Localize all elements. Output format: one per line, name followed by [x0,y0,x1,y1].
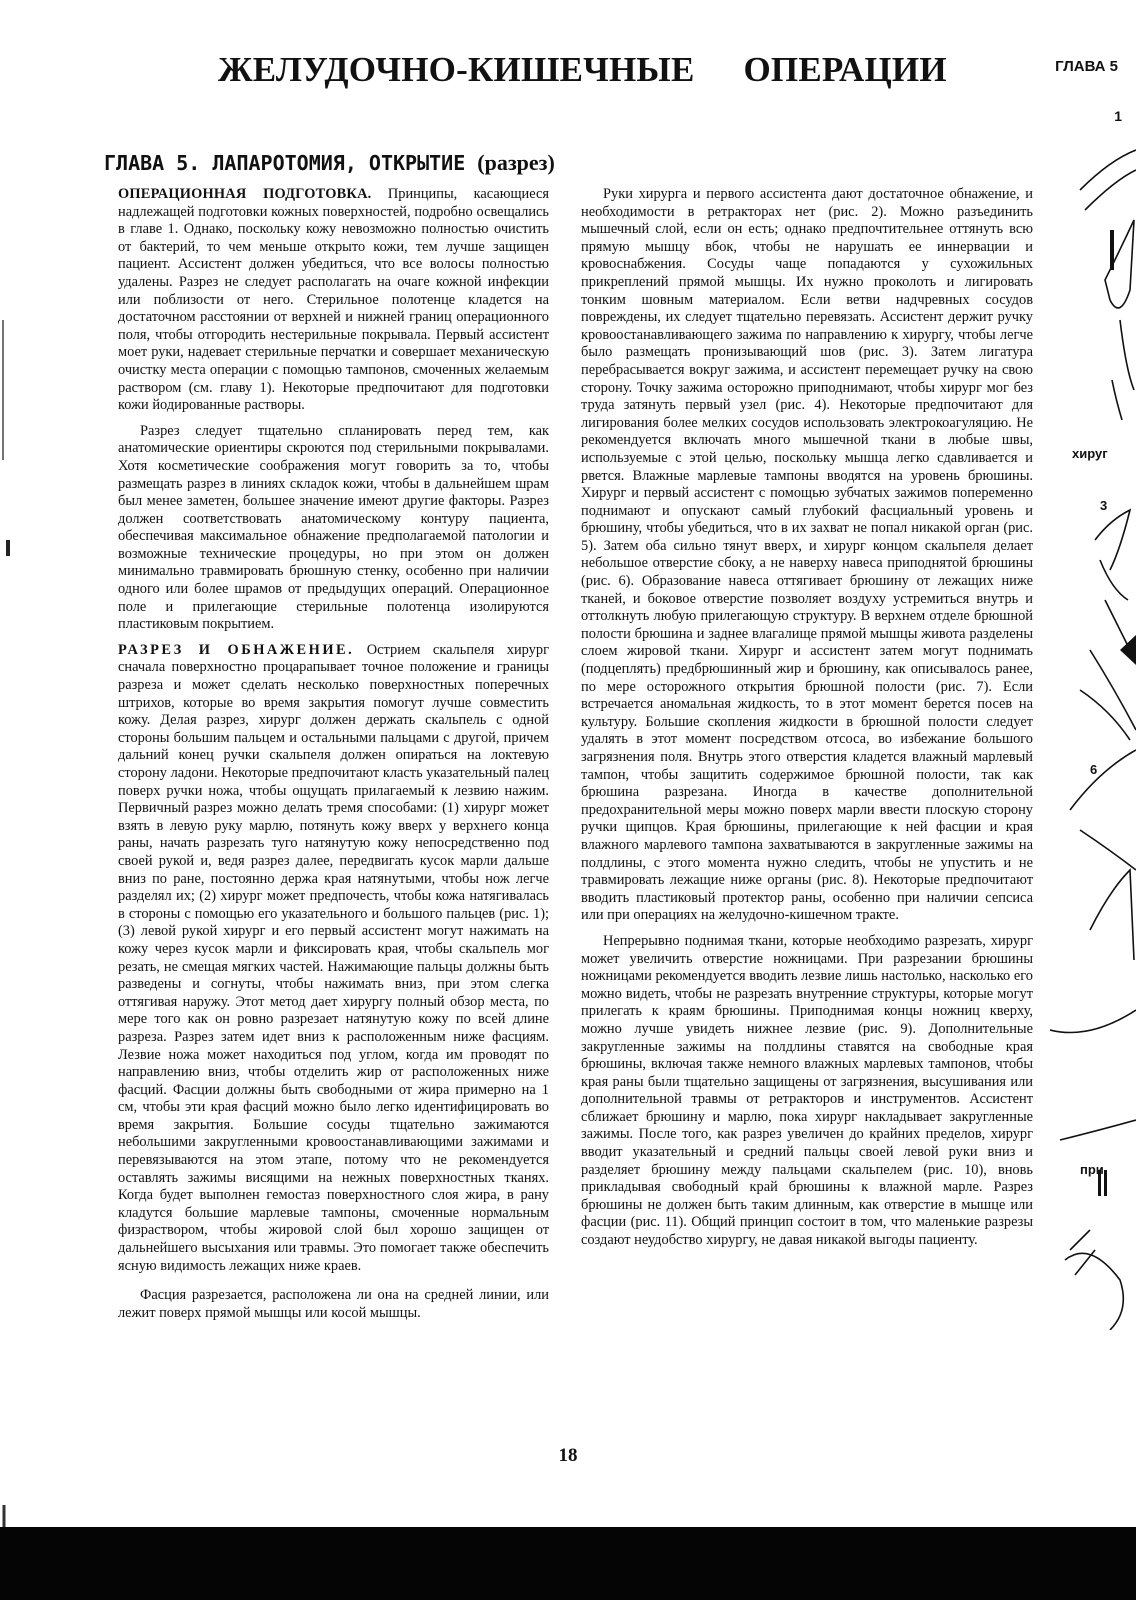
margin-figure-number-6: 6 [1090,762,1098,777]
paragraph-incision [118,642,549,1275]
left-column [118,186,549,1322]
chapter-heading-text: ГЛАВА 5. ЛАПАРОТОМИЯ, ОТКРЫТИЕ [104,151,466,175]
paragraph-text: Острием скальпеля хирург сначала поверхностно процарапывает точное положение и границы разреза и может сделать несколько поверхностных поперечных штрихов, которые во время закрытия помогут лучше совместить кожу. Делая разрез, хирург должен держать скальпель с одной стороны большим пальцем и остальными пальцами с другой, причем дальний конец ручки скальпеля должен опираться на локтевую сторону ладони. Некоторые предпочитают класть указательный палец поверх ручки ножа, чтобы ощущать прилагаемый к лезвию нажим. Первичный разрез можно делать тремя способами: (1) хирург может взять в левую руку марлю, потянуть кожу вверх у верхнего конца раны, начать разрезать туго натянутую кожу непосредственно под своей рукой и, ведя разрез далее, передвигать кусок марли дальше вниз по ране, постоянно держа края натянутыми, чтобы нож легче разделял их; (2) хирург может предпочесть, чтобы кожа натягивалась в стороны с помощью его указательного и большого пальцев (рис. 1); (3) левой рукой хирург и его первый ассистент могут нажимать на кожу через кусок марли и фиксировать края, чтобы скальпель мог резать, не смещая мягких частей. Нажимающие пальцы должны быть разведены и согнуты, чтобы нажимать вниз, при этом слегка оттягивая наружу. Этот метод дает хирургу полный обзор места, по мере того как он ровно разрезает натянутую кожу по всей длине разреза. Разрез затем идет вниз к расположенным ниже фасциям. Лезвие ножа может находиться под углом, когда им проводят по направлению вниз, чтобы отделить жир от расположенных ниже фасций. Фасции должны быть свободными от жира примерно на 1 см, чтобы эти края фасций можно было легко идентифицировать во время закрытия. Большие сосуды тщательно зажимаются небольшими закругленными кровоостанавливающими зажимами и перевязываются на этом этапе, потому что не рекомендуется оставлять зажимы висящими на нежных поверхностных тканях. Когда будет выполнен гемостаз поверхностного слоя жира, в рану кладутся большие марлевые тампоны, смоченные нормальным физраствором, чтобы жировой слой был хорошо защищен от дальнейшего высыхания или травмы. Это помогает также обеспечить ясную видимость лежащих ниже краев. [118,641,549,1274]
section-lead-preparation: ОПЕРАЦИОННАЯ ПОДГОТОВКА. [118,186,372,202]
side-figure-number: 1 [1114,108,1122,124]
paragraph-planning: Разрез следует тщательно спланировать перед тем, как анатомические ориентиры скроются под стерильными покрывалами. Хотя косметические соображения могут говорить за то, чтобы размещать разрез в линиях складок кожи, чтобы в дальнейшем шрам был менее заметен, большее значение имеют другие факторы. Разрез должен соответствовать анатомическому контуру пациента, обеспечивая максимальное обнажение предполагаемой патологии и возможные технические процедуры, но при этом он должен минимально травмировать брюшную стенку, особенно при наличии одного или более шрамов от предыдущих операций. Операционное поле и прилегающие стерильные полотенца изолируются пластиковым покрытием. [118,422,549,633]
paragraph-preparation [118,186,549,415]
scan-edge-artifact [0,0,14,1600]
margin-label-surgeon: хируг [1072,446,1108,461]
running-title: ЖЕЛУДОЧНО-КИШЕЧНЫЕ ОПЕРАЦИИ [218,50,947,89]
right-column [581,186,1033,1250]
page-number: 18 [558,1445,578,1466]
margin-label-with: при [1080,1162,1104,1177]
chapter-tag: ГЛАВА 5 [1055,58,1118,75]
figure-margin-illustrations [1050,130,1136,1330]
section-lead-incision: РАЗРЕЗ И ОБНАЖЕНИЕ. [118,641,355,658]
chapter-heading [104,150,555,176]
paragraph-fascia: Фасция разрезается, расположена ли она на средней линии, или лежит поверх прямой мышцы или косой мышцы. [118,1287,549,1321]
paragraph-exposure: Руки хирурга и первого ассистента дают достаточное обнажение, и необходимости в ретракторах нет (рис. 2). Можно разъединить мышечный слой, если он есть; однако предпочтительнее оттянуть всю прямую мышцу вбок, чтобы не нарушать ее иннервации и кровоснабжения. Сосуды чаще попадаются у сухожильных прикреплений прямой мышцы. Их нужно проколоть и лигировать тонким шовным материалом. Если ветви надчревных сосудов повреждены, их следует тщательно перевязать. Ассистент держит ручку кровоостанавливающего зажима по направлению к хирургу, чтобы легче было размещать пронизывающий шов (рис. 3). Затем лигатура перебрасывается вокруг зажима, и ассистент перемещает ручку на свою сторону. Точку зажима осторожно приподнимают, чтобы хирург мог без труда затянуть первый узел (рис. 4). Некоторые предпочитают для лигирования более мелких сосудов использовать электрокоагуляцию. Не рекомендуется включать много мышечной ткани в любые швы, используемые с этой целью, поскольку мышца легко сдавливается и рвется. Влажные марлевые тампоны вводятся на уровень брюшины. Хирург и первый ассистент с помощью зубчатых зажимов попеременно поднимают и опускают самый глубокий фасциальный уровень и брюшину, чтобы убедиться, что в их захват не попал никакой орган (рис. 5). Затем оба сильно тянут вверх, и хирург концом скальпеля делает небольшое отверстие сбоку, а не наверху навеса приподнятой брюшины (рис. 6). Образование навеса оттягивает брюшину от лежащих ниже тканей, и боковое отверстие позволяет воздуху устремиться внутрь и оттолкнуть любую прилегающую структуру. В верхнем отделе брюшной полости брюшина и заднее влагалище прямой мышцы живота разделены слоем жировой ткани. Хирург и ассистент затем могут поднимать (подцеплять) предбрюшинный жир и брюшину, как описывалось ранее, по мере осторожного открытия брюшной полости (рис. 7). Если встречается аномальная жидкость, то в этот момент берется посев на культуру. Большие скопления жидкости в брюшной полости следует удалять в этот момент посредством отсоса, во избежание большого загрязнения поля. Внутрь этого отверстия кладется влажный марлевый тампон, чтобы защитить содержимое брюшной полости, так как брюшина разрезана. Иногда в качестве дополнительной предохранительной меры можно поверх марли ввести плоскую сторону ручки щипцов. Края брюшины, прилегающие к ней фасции и края влажного марлевого тампона захватываются в закругленные зажимы на полдлины, с этого момента нужно следить, чтобы не упустить и не травмировать лежащие ниже органы (рис. 8). Некоторые предпочитают вводить пластиковый протектор раны, особенно при наличии сепсиса или при операциях на желудочно-кишечном тракте. [581,186,1033,924]
scan-bottom-bar [0,1527,1136,1600]
margin-figure-number-3: 3 [1100,498,1108,513]
paragraph-scissors: Непрерывно поднимая ткани, которые необходимо разрезать, хирург может увеличить отверстие ножницами. При разрезании брюшины ножницами рекомендуется вводить лезвие лишь настолько, насколько его можно видеть, чтобы не разрезать внутренние структуры, которые могут прилегать к краям брюшины. Приподнимая концы ножниц кверху, можно лучше увидеть нижнее лезвие (рис. 9). Дополнительные закругленные зажимы на полдлины ставятся на свободные края брюшины, включая также немного влажных марлевых тампонов, чтобы края раны были тщательно защищены от загрязнения, высушивания или дополнительной травмы от ретракторов и инструментов. Ассистент сближает брюшину и марлю, пока хирург накладывает закругленные зажимы. После того, как разрез увеличен до крайних пределов, хирург вводит указательный и средний пальцы своей левой руки вниз и разделяет брюшину между пальцами скальпелем (рис. 10), вновь прикладывая свободный край брюшины к влажной марле. Разрез брюшины не должен быть таким длинным, как отверстие в мышце или фасции (рис. 11). Общий принцип состоит в том, что маленькие разрезы создают неудобство хирургу, не давая никакой выгоды пациенту. [581,932,1033,1249]
chapter-heading-paren: (разрез) [477,150,555,175]
paragraph-text: Принципы, касающиеся надлежащей подготовки кожных поверхностей, подробно освещались в главе 1. Однако, поскольку кожу невозможно полностью очистить от бактерий, то чем меньше открыто кожи, тем лучше защищен пациент. Ассистент должен убедиться, что все волосы полностью удалены. Разрез не следует располагать на очаге кожной инфекции или поблизости от него. Стерильное полотенце кладется на достаточном расстоянии от верхней и нижней границ операционного поля, чтобы отгородить нестерильные покрывала. Первый ассистент моет руки, надевает стерильные перчатки и совершает механическую очистку места операции с помощью тампонов, смоченных желаемым раствором (см. главу 1). Некоторые предпочитают для подготовки кожи йодированные растворы. [118,186,550,414]
